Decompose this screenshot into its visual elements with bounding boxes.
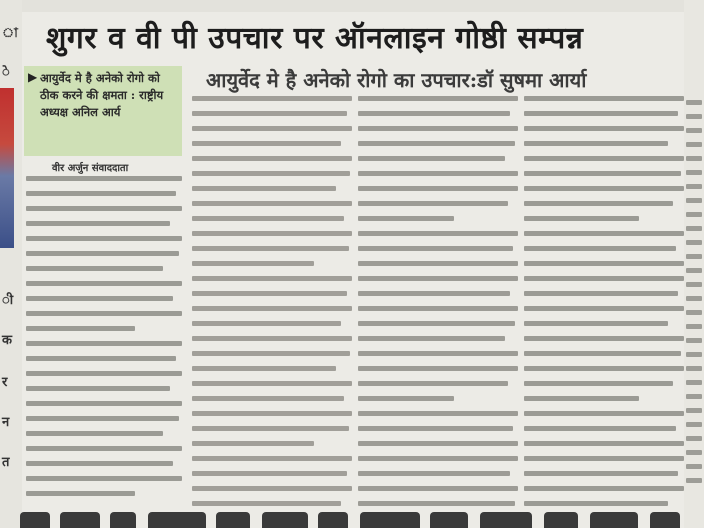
illegible-text-line <box>358 261 518 266</box>
article-headline: शुगर व वी पी उपचार पर ऑनलाइन गोष्ठी सम्पन्न <box>46 21 584 56</box>
illegible-text-line <box>524 351 681 356</box>
illegible-text-line <box>358 246 513 251</box>
illegible-text-line <box>358 96 518 101</box>
illegible-text-line <box>192 216 344 221</box>
illegible-text-line <box>26 401 182 406</box>
illegible-text-line <box>686 352 702 357</box>
illegible-text-line <box>26 236 182 241</box>
illegible-text-line <box>524 411 684 416</box>
illegible-text-line <box>26 386 170 391</box>
illegible-text-line <box>358 426 513 431</box>
adjacent-article-left <box>0 0 22 528</box>
illegible-text-line <box>358 321 515 326</box>
adjacent-text-fragment: ी <box>2 293 14 308</box>
illegible-text-line <box>686 436 702 441</box>
adjacent-text-fragment: र <box>2 375 8 390</box>
illegible-text-line <box>26 266 163 271</box>
illegible-text-line <box>524 231 684 236</box>
illegible-text-line <box>686 464 702 469</box>
illegible-text-line <box>524 201 673 206</box>
cropped-glyph <box>318 512 348 528</box>
illegible-text-line <box>686 296 702 301</box>
illegible-text-line <box>192 381 352 386</box>
illegible-text-line <box>524 366 684 371</box>
illegible-text-line <box>358 396 454 401</box>
illegible-text-line <box>26 461 173 466</box>
cropped-glyph <box>360 512 420 528</box>
illegible-text-line <box>358 111 510 116</box>
article-column-4 <box>524 96 684 520</box>
illegible-text-line <box>686 408 702 413</box>
illegible-text-line <box>358 381 508 386</box>
cropped-glyph <box>20 512 50 528</box>
illegible-text-line <box>192 351 350 356</box>
illegible-text-line <box>192 471 347 476</box>
illegible-text-line <box>686 198 702 203</box>
illegible-text-line <box>524 186 684 191</box>
cropped-glyph <box>430 512 468 528</box>
illegible-text-line <box>358 156 505 161</box>
illegible-text-line <box>26 191 176 196</box>
illegible-text-line <box>192 201 352 206</box>
cropped-glyph <box>216 512 250 528</box>
illegible-text-line <box>524 426 676 431</box>
illegible-text-line <box>26 446 182 451</box>
arrow-icon: ▶ <box>28 70 38 84</box>
illegible-text-line <box>192 126 352 131</box>
illegible-text-line <box>686 422 702 427</box>
adjacent-text-fragment: े <box>2 65 10 80</box>
illegible-text-line <box>686 268 702 273</box>
illegible-text-line <box>524 276 684 281</box>
illegible-text-line <box>524 141 668 146</box>
illegible-text-line <box>686 324 702 329</box>
illegible-text-line <box>686 114 702 119</box>
illegible-text-line <box>358 216 454 221</box>
illegible-text-line <box>192 411 352 416</box>
illegible-text-line <box>524 291 678 296</box>
illegible-text-line <box>26 176 182 181</box>
illegible-text-line <box>358 366 518 371</box>
illegible-text-line <box>192 336 352 341</box>
illegible-text-line <box>192 231 352 236</box>
illegible-text-line <box>686 100 702 105</box>
cropped-glyph <box>110 512 136 528</box>
illegible-text-line <box>358 126 518 131</box>
highlight-text: आयुर्वेद मे है अनेको रोगो को ठीक करने की क्षमता : राष्ट्रीय अध्यक्ष अनिल आर्य <box>40 71 164 119</box>
illegible-text-line <box>192 291 347 296</box>
illegible-text-line <box>26 206 182 211</box>
illegible-text-line <box>524 261 684 266</box>
illegible-text-line <box>686 366 702 371</box>
illegible-text-line <box>358 411 518 416</box>
cropped-glyph <box>544 512 578 528</box>
illegible-text-line <box>524 396 639 401</box>
adjacent-text-fragment: त <box>2 455 10 470</box>
highlight-box <box>24 66 182 156</box>
illegible-text-line <box>192 261 314 266</box>
article-column-3 <box>358 96 518 520</box>
adjacent-photo <box>0 88 14 248</box>
illegible-text-line <box>192 186 336 191</box>
illegible-text-line <box>686 156 702 161</box>
illegible-text-line <box>358 486 518 491</box>
illegible-text-line <box>524 171 681 176</box>
illegible-text-line <box>358 141 515 146</box>
illegible-text-line <box>686 240 702 245</box>
illegible-text-line <box>358 186 518 191</box>
illegible-text-line <box>524 216 639 221</box>
illegible-text-line <box>26 356 176 361</box>
illegible-text-line <box>358 456 518 461</box>
illegible-text-line <box>26 221 170 226</box>
illegible-text-line <box>192 96 352 101</box>
illegible-text-line <box>26 326 135 331</box>
illegible-text-line <box>26 416 179 421</box>
illegible-text-line <box>192 306 352 311</box>
illegible-text-line <box>524 336 684 341</box>
illegible-text-line <box>686 394 702 399</box>
illegible-text-line <box>358 201 508 206</box>
illegible-text-line <box>358 306 518 311</box>
illegible-text-line <box>524 126 684 131</box>
illegible-text-line <box>192 321 341 326</box>
illegible-text-line <box>358 471 510 476</box>
illegible-text-line <box>358 231 518 236</box>
illegible-text-line <box>686 212 702 217</box>
illegible-text-line <box>358 291 510 296</box>
illegible-text-line <box>686 282 702 287</box>
illegible-text-line <box>358 171 518 176</box>
cropped-glyph <box>590 512 638 528</box>
adjacent-text-fragment: क <box>2 333 12 348</box>
article-subheadline: आयुर्वेद मे है अनेको रोगो का उपचार:डॉ सुषमा आर्या <box>206 68 587 92</box>
illegible-text-line <box>686 310 702 315</box>
illegible-text-line <box>192 171 350 176</box>
illegible-text-line <box>524 156 684 161</box>
illegible-text-line <box>686 142 702 147</box>
cropped-glyph <box>480 512 532 528</box>
article-column-1 <box>26 176 182 516</box>
illegible-text-line <box>686 170 702 175</box>
illegible-text-line <box>26 251 179 256</box>
illegible-text-line <box>192 111 347 116</box>
article-column-2 <box>192 96 352 520</box>
illegible-text-line <box>192 141 341 146</box>
illegible-text-line <box>192 156 352 161</box>
cropped-glyph <box>60 512 100 528</box>
illegible-text-line <box>358 351 518 356</box>
cropped-glyph <box>650 512 680 528</box>
illegible-text-line <box>524 306 684 311</box>
illegible-text-line <box>26 296 173 301</box>
illegible-text-line <box>686 128 702 133</box>
illegible-text-line <box>26 341 182 346</box>
illegible-text-line <box>192 441 314 446</box>
illegible-text-line <box>192 456 352 461</box>
illegible-text-line <box>192 246 349 251</box>
illegible-text-line <box>358 276 518 281</box>
adjacent-text-fragment: न <box>2 415 10 430</box>
illegible-text-line <box>524 321 668 326</box>
illegible-text-line <box>26 431 163 436</box>
illegible-text-line <box>524 246 676 251</box>
illegible-text-line <box>524 441 684 446</box>
illegible-text-line <box>686 338 702 343</box>
illegible-text-line <box>26 281 182 286</box>
top-strip <box>0 0 704 12</box>
illegible-text-line <box>686 450 702 455</box>
illegible-text-line <box>192 426 349 431</box>
illegible-text-line <box>358 336 505 341</box>
illegible-text-line <box>524 96 684 101</box>
illegible-text-line <box>686 478 702 483</box>
illegible-text-line <box>26 371 182 376</box>
illegible-text-line <box>524 456 684 461</box>
illegible-text-line <box>686 380 702 385</box>
illegible-text-line <box>192 486 352 491</box>
cropped-glyph <box>148 512 206 528</box>
adjacent-article-right <box>684 0 704 528</box>
next-headline-cropped <box>0 506 704 528</box>
illegible-text-line <box>192 276 352 281</box>
illegible-text-line <box>686 226 702 231</box>
illegible-text-line <box>524 471 678 476</box>
byline: वीर अर्जुन संवाददाता <box>52 163 129 174</box>
illegible-text-line <box>26 476 182 481</box>
illegible-text-line <box>686 184 702 189</box>
illegible-text-line <box>192 366 336 371</box>
illegible-text-line <box>686 254 702 259</box>
illegible-text-line <box>26 311 182 316</box>
adjacent-text-fragment: া <box>2 26 18 41</box>
illegible-text-line <box>524 381 673 386</box>
cropped-glyph <box>262 512 308 528</box>
illegible-text-line <box>524 486 684 491</box>
illegible-text-line <box>26 491 135 496</box>
illegible-text-line <box>192 396 344 401</box>
illegible-text-line <box>358 441 518 446</box>
illegible-text-line <box>524 111 678 116</box>
